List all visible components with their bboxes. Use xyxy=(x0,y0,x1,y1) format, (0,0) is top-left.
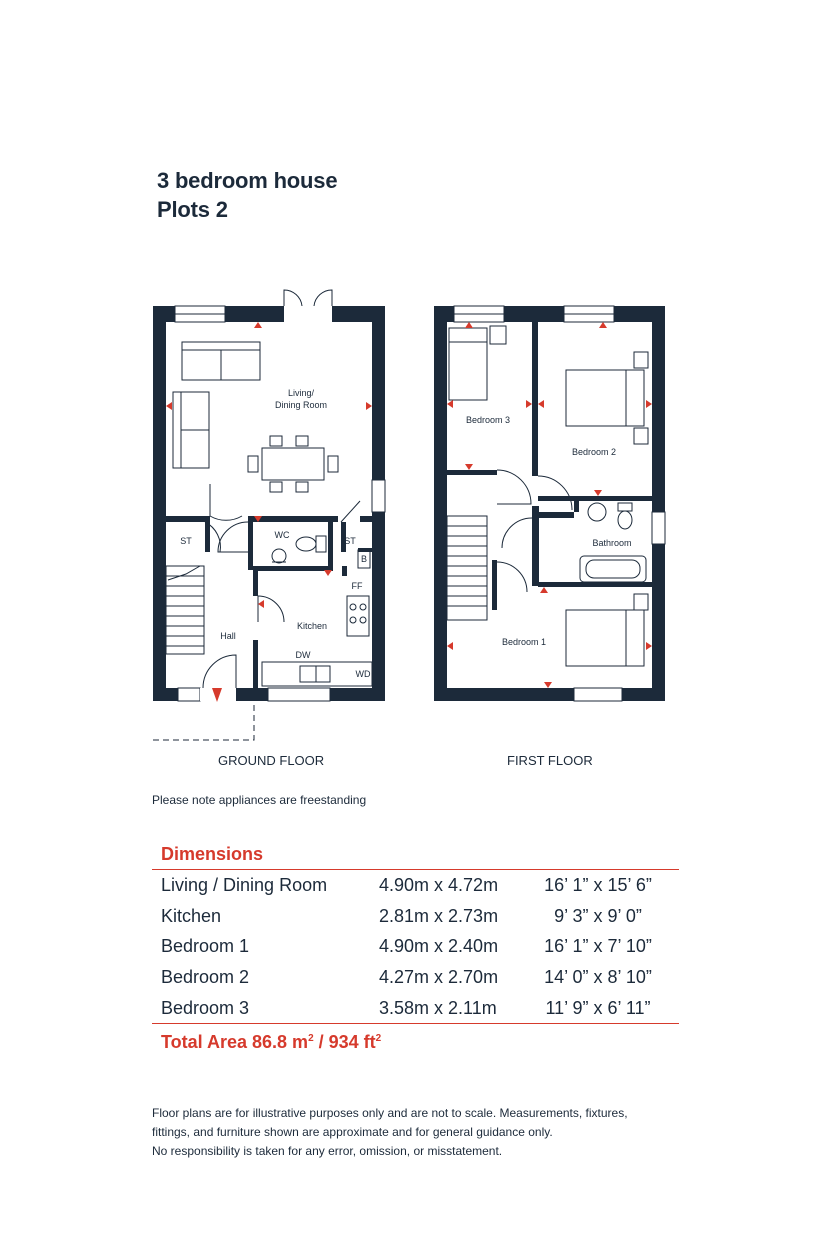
total-area-text: Total Area 86.8 m xyxy=(161,1032,309,1052)
room-name: Bedroom 2 xyxy=(161,967,250,987)
dimension-row xyxy=(161,906,679,936)
dining-table-icon xyxy=(248,436,338,492)
metric-size: 4.90m x 2.40m xyxy=(379,936,499,956)
room-label-bedroom-1: Bedroom 1 xyxy=(501,637,547,647)
sofa-icon xyxy=(173,342,260,468)
room-name: Kitchen xyxy=(161,906,222,926)
first-internal-walls xyxy=(447,322,652,610)
disclaimer-line-2: fittings, and furniture shown are approximate and for general guidance only. xyxy=(152,1125,553,1139)
room-label-living: Living/ xyxy=(287,388,315,398)
total-area-text-ft: / 934 ft xyxy=(313,1032,376,1052)
room-label-kitchen: Kitchen xyxy=(296,621,328,631)
ground-floor-plan xyxy=(153,290,385,740)
room-name: Bedroom 1 xyxy=(161,936,250,956)
room-label-bedroom-3: Bedroom 3 xyxy=(465,415,511,425)
imperial-size: 11’ 9” x 6’ 11” xyxy=(545,998,651,1018)
dimension-row xyxy=(161,967,679,997)
room-label-dining: Dining Room xyxy=(274,400,328,410)
first-floor-plan xyxy=(434,306,665,701)
room-label-b: B xyxy=(360,554,368,564)
metric-size: 4.90m x 4.72m xyxy=(379,875,499,895)
dimensions-heading: Dimensions xyxy=(161,844,264,864)
room-label-wc: WC xyxy=(274,530,290,540)
dimensions-bottom-rule xyxy=(152,1023,679,1024)
ground-outer-walls xyxy=(153,306,385,701)
room-label-st-1: ST xyxy=(180,536,192,546)
total-area-sup-m: 2 xyxy=(308,1033,314,1044)
ground-stairs xyxy=(166,566,204,654)
room-label-st-2: ST xyxy=(344,536,356,546)
room-label-bedroom-2: Bedroom 2 xyxy=(571,447,617,457)
metric-size: 2.81m x 2.73m xyxy=(379,906,499,926)
room-name: Living / Dining Room xyxy=(161,875,328,895)
disclaimer xyxy=(152,1104,692,1161)
toilet-icon xyxy=(272,536,326,563)
disclaimer-line-1: Floor plans are for illustrative purposes only and are not to scale. Measurements, fixtures, xyxy=(152,1106,628,1120)
imperial-size: 16’ 1” x 15’ 6” xyxy=(544,875,652,895)
first-floor-label: FIRST FLOOR xyxy=(507,753,593,768)
first-markers xyxy=(447,322,652,688)
imperial-size: 9’ 3” x 9’ 0” xyxy=(554,906,642,926)
title-line-2: Plots 2 xyxy=(157,197,228,222)
room-label-dw: DW xyxy=(295,650,311,660)
title-line-1: 3 bedroom house xyxy=(157,168,338,193)
ground-markers xyxy=(166,322,372,608)
imperial-size: 16’ 1” x 7’ 10” xyxy=(544,936,652,956)
first-stairs xyxy=(447,516,487,620)
imperial-size: 14’ 0” x 8’ 10” xyxy=(544,967,652,987)
french-door-icon xyxy=(284,290,332,306)
disclaimer-line-3: No responsibility is taken for any error, omission, or misstatement. xyxy=(152,1144,503,1158)
dimension-row xyxy=(161,875,679,905)
room-label-bathroom: Bathroom xyxy=(592,538,632,548)
metric-size: 4.27m x 2.70m xyxy=(379,967,499,987)
room-label-ff: FF xyxy=(351,581,363,591)
room-label-wd: WD xyxy=(355,669,371,679)
dimensions-top-rule xyxy=(152,869,679,870)
total-area-sup-ft: 2 xyxy=(375,1033,382,1044)
room-name: Bedroom 3 xyxy=(161,998,250,1018)
ground-floor-label: GROUND FLOOR xyxy=(218,753,325,768)
appliance-note: Please note appliances are freestanding xyxy=(152,793,367,807)
dimension-row xyxy=(161,936,679,966)
room-label-hall: Hall xyxy=(220,631,236,641)
metric-size: 3.58m x 2.11m xyxy=(379,998,497,1018)
total-area xyxy=(161,1032,381,1053)
